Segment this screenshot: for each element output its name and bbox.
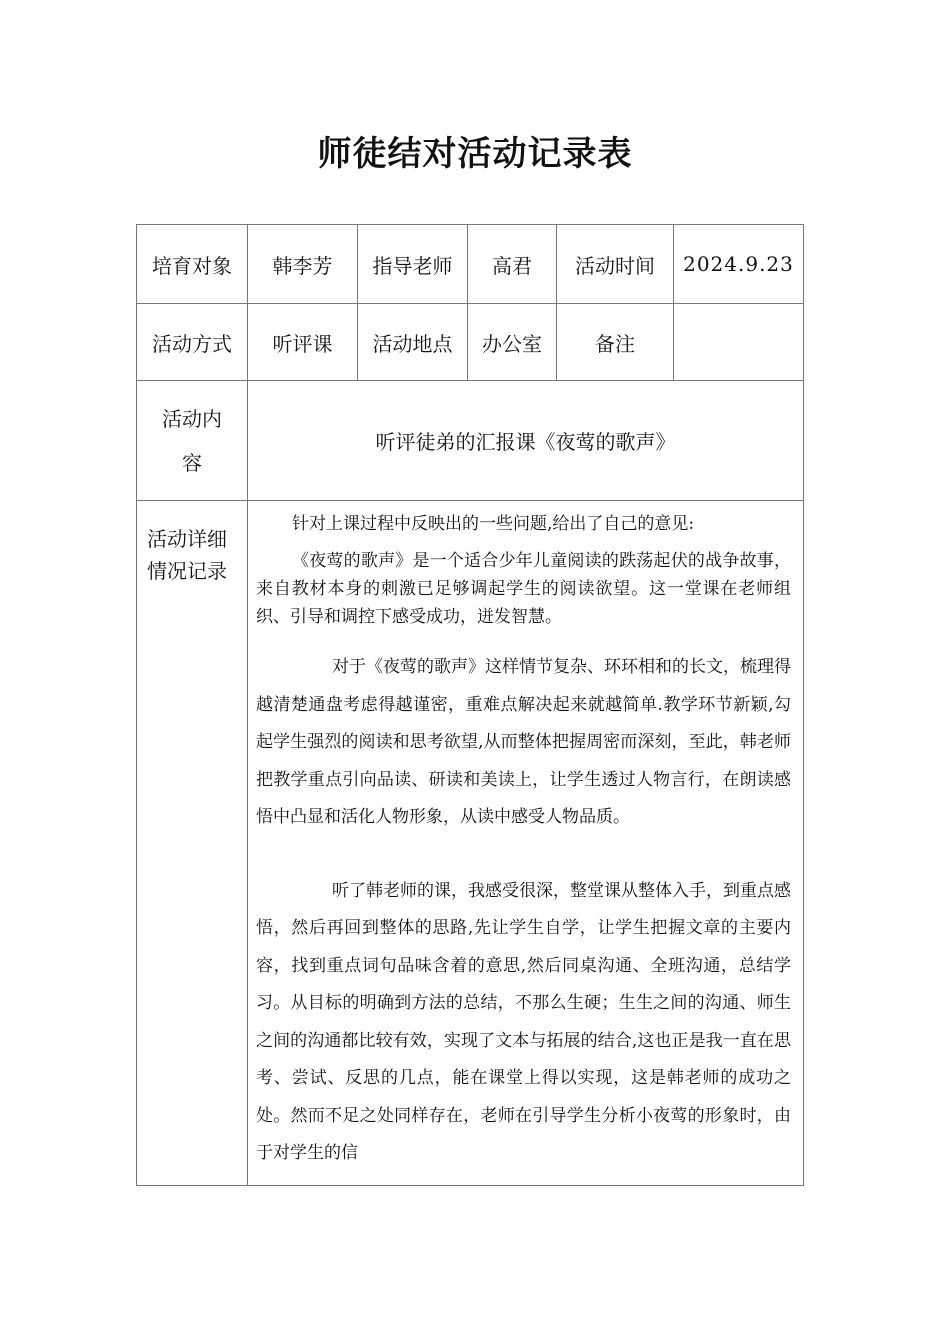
place-value: 办公室 [468, 304, 557, 381]
detail-paragraph: 听了韩老师的课，我感受很深，整堂课从整体入手，到重点感悟，然后再回到整体的思路,先让学生自学，让学生把握文章的主要内容，找到重点词句品味含着的意思,然后同桌沟通、全班沟通，总结学习。从目标的明确到方法的总结，不那么生硬；生生之间的沟通、师生之间的沟通都比较有效，实现了文本与拓展的结合,这也正是我一直在思考、尝试、反思的几点，能在课堂上得以实现，这是韩老师的成功之处。然而不足之处同样存在，老师在引导学生分析小夜莺的形象时，由于对学生的信 [256, 880, 791, 1163]
table-row [137, 304, 804, 381]
record-table [136, 224, 804, 1186]
remark-value [674, 304, 804, 381]
mentor-label: 指导老师 [358, 225, 468, 304]
time-value: 2024.9.23 [674, 225, 804, 304]
detail-label [137, 501, 248, 1186]
trainee-value: 韩李芳 [248, 225, 358, 304]
time-label: 活动时间 [557, 225, 674, 304]
detail-label-line2: 情况记录 [147, 559, 227, 583]
page-title: 师徒结对活动记录表 [317, 134, 633, 174]
place-label: 活动地点 [358, 304, 468, 381]
content-value: 听评徒弟的汇报课《夜莺的歌声》 [248, 381, 804, 501]
method-label: 活动方式 [137, 304, 248, 381]
trainee-label: 培育对象 [137, 225, 248, 304]
content-label [137, 381, 248, 501]
mentor-value: 高君 [468, 225, 557, 304]
content-label-line2: 容 [182, 450, 202, 475]
method-value: 听评课 [248, 304, 358, 381]
detail-record [248, 501, 804, 1186]
table-row [137, 225, 804, 304]
detail-label-line1: 活动详细 [147, 527, 227, 551]
detail-paragraph: 针对上课过程中反映出的一些问题,给出了自己的意见: [292, 514, 695, 534]
table-row [137, 501, 804, 1186]
remark-label: 备注 [557, 304, 674, 381]
detail-paragraph: 对于《夜莺的歌声》这样情节复杂、环环相和的长文，梳理得越清楚通盘考虑得越谨密，重难点解决起来就越简单.教学环节新颖,勾起学生强烈的阅读和思考欲望,从而整体把握周密而深刻，至此，韩老师把教学重点引向品读、研读和美读上，让学生透过人物言行，在朗读感悟中凸显和活化人物形象，从读中感受人物品质。 [256, 657, 791, 827]
detail-paragraph: 《夜莺的歌声》是一个适合少年儿童阅读的跌荡起伏的战争故事，来自教材本身的刺激已足够调起学生的阅读欲望。这一堂课在老师组织、引导和调控下感受成功，迸发智慧。 [256, 551, 791, 627]
table-row [137, 381, 804, 501]
content-label-line1: 活动内 [162, 406, 222, 431]
